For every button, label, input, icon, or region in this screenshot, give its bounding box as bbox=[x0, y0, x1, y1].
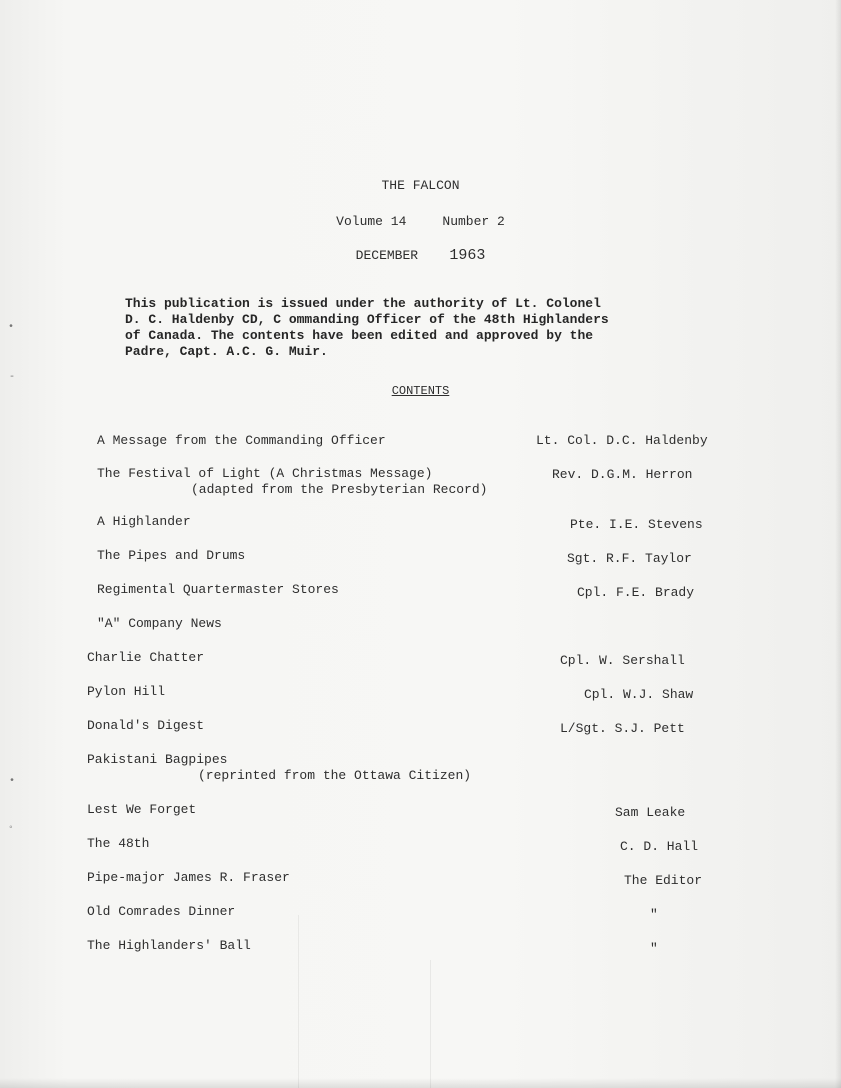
toc-entry-title: "A" Company News bbox=[97, 616, 222, 631]
toc-entry-title: The Pipes and Drums bbox=[97, 548, 246, 563]
toc-entry-author: " bbox=[650, 907, 658, 922]
toc-entry-subtitle: (reprinted from the Ottawa Citizen) bbox=[198, 768, 472, 783]
issue-month: DECEMBER bbox=[355, 248, 419, 263]
toc-entry-author: L/Sgt. S.J. Pett bbox=[560, 721, 685, 736]
publication-title: THE FALCON bbox=[381, 178, 460, 193]
toc-entry-author: Cpl. W.J. Shaw bbox=[584, 687, 694, 702]
toc-entry-title: A Highlander bbox=[97, 514, 191, 529]
toc-entry-title: The 48th bbox=[87, 836, 150, 851]
punch-mark: ◦ bbox=[8, 823, 15, 834]
punch-mark: • bbox=[8, 322, 15, 333]
contents-heading: CONTENTS bbox=[391, 384, 450, 398]
punch-mark: • bbox=[9, 776, 16, 787]
paper-fold-line bbox=[298, 915, 299, 1088]
toc-entry-title: A Message from the Commanding Officer bbox=[97, 433, 386, 448]
paper-fold-line bbox=[430, 960, 431, 1088]
toc-entry-title: The Highlanders' Ball bbox=[87, 938, 251, 953]
toc-entry-title: The Festival of Light (A Christmas Message) bbox=[97, 466, 433, 481]
punch-mark: - bbox=[9, 372, 16, 383]
toc-entry-author: Rev. D.G.M. Herron bbox=[552, 467, 693, 482]
toc-entry-author: Sam Leake bbox=[615, 805, 686, 820]
page-edge-shadow bbox=[835, 0, 841, 1088]
authority-statement: This publication is issued under the authority of Lt. Colonel D. C. Haldenby CD, C ommanding Officer of the 48th Highlanders of Canada. The contents have been edited and approved by the Padre, Capt. A.C. G. Muir. bbox=[125, 296, 609, 359]
toc-entry-title: Donald's Digest bbox=[87, 718, 205, 733]
toc-entry-author: Sgt. R.F. Taylor bbox=[567, 551, 692, 566]
issue-year: 1963 bbox=[449, 247, 486, 264]
volume-line bbox=[0, 214, 841, 229]
toc-entry-author: Cpl. F.E. Brady bbox=[577, 585, 695, 600]
toc-entry-author: Lt. Col. D.C. Haldenby bbox=[536, 433, 708, 448]
toc-entry-title: Charlie Chatter bbox=[87, 650, 205, 665]
toc-entry-title: Pylon Hill bbox=[87, 684, 166, 699]
toc-entry-title: Old Comrades Dinner bbox=[87, 904, 236, 919]
toc-entry-author: Pte. I.E. Stevens bbox=[570, 517, 703, 532]
toc-entry-author: " bbox=[650, 941, 658, 956]
number-label: Number 2 bbox=[442, 214, 505, 229]
toc-entry-author: Cpl. W. Sershall bbox=[560, 653, 685, 668]
volume-label: Volume 14 bbox=[336, 214, 407, 229]
page-bottom-shadow bbox=[0, 1078, 841, 1088]
toc-entry-author: The Editor bbox=[624, 873, 703, 888]
issue-date bbox=[0, 247, 841, 264]
toc-entry-title: Pipe-major James R. Fraser bbox=[87, 870, 290, 885]
toc-entry-title: Pakistani Bagpipes bbox=[87, 752, 228, 767]
toc-entry-subtitle: (adapted from the Presbyterian Record) bbox=[191, 482, 488, 497]
toc-entry-title: Lest We Forget bbox=[87, 802, 197, 817]
toc-entry-author: C. D. Hall bbox=[620, 839, 699, 854]
toc-entry-title: Regimental Quartermaster Stores bbox=[97, 582, 339, 597]
